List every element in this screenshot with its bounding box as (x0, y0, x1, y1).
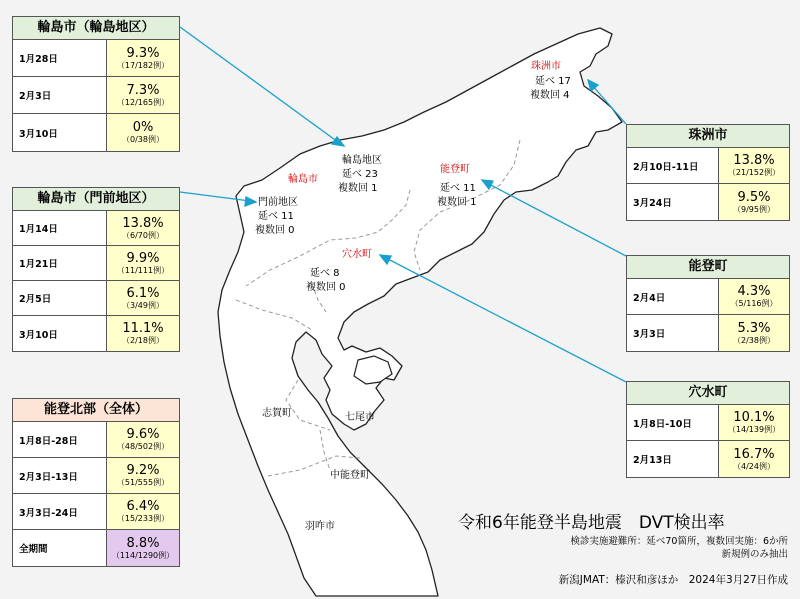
table-title: 輪島市（輪島地区） (13, 17, 179, 40)
map-label-shika: 志賀町 (262, 408, 292, 419)
row-date: 3月3日 (627, 315, 719, 351)
row-count: （5/116例） (730, 299, 778, 308)
row-count: （2/18例） (122, 336, 164, 345)
map-label-wajima-city: 輪島市 (288, 174, 318, 185)
table-row (627, 405, 789, 441)
map-label-nakanoto: 中能登町 (330, 470, 370, 481)
row-percent: 10.1% (733, 410, 775, 425)
map-label-suzu-total: 延べ 17 (535, 76, 571, 87)
map-label-anamizu-repeat: 複数回 0 (306, 282, 346, 293)
row-value (107, 77, 179, 113)
row-value (719, 148, 789, 183)
table-row (627, 279, 789, 315)
row-value (107, 114, 179, 151)
row-count: （12/165例） (116, 97, 170, 107)
row-date: 2月3日-13日 (13, 458, 107, 493)
row-date: 3月10日 (13, 114, 107, 151)
row-percent: 13.8% (733, 153, 775, 168)
row-percent: 13.8% (122, 215, 164, 231)
table-wajima-wajima (12, 16, 180, 152)
map-label-anamizu-total: 延べ 8 (310, 268, 340, 279)
note-facilities: 検診実施避難所：延べ70箇所，複数回実施：6か所 (570, 536, 788, 547)
row-percent: 7.3% (126, 82, 160, 98)
row-count: （4/24例） (733, 461, 775, 471)
table-row (13, 530, 179, 566)
map-label-noto-repeat: 複数回 1 (437, 197, 477, 208)
row-count: （14/139例） (727, 425, 781, 434)
row-count: （3/49例） (122, 300, 164, 310)
map-label-anamizu-town: 穴水町 (342, 249, 372, 260)
row-percent: 9.9% (126, 250, 160, 266)
map-label-suzu-repeat: 複数回 4 (530, 90, 570, 101)
row-percent: 11.1% (122, 321, 164, 336)
row-count: （2/38例） (733, 335, 775, 345)
table-row (627, 148, 789, 184)
row-count: （21/152例） (727, 168, 781, 177)
row-count: （9/95例） (733, 204, 775, 214)
row-date: 2月3日 (13, 77, 107, 113)
row-date: 2月4日 (627, 279, 719, 314)
row-value (107, 281, 179, 315)
row-count: （48/502例） (116, 442, 170, 451)
table-row (627, 441, 789, 477)
table-row (13, 246, 179, 281)
row-date: 3月10日 (13, 316, 107, 351)
row-date: 全期間 (13, 530, 107, 566)
table-noto-north-total (12, 398, 180, 567)
row-date: 1月8日-10日 (627, 405, 719, 440)
map-label-suzu-city: 珠洲市 (531, 61, 561, 72)
row-date: 2月13日 (627, 441, 719, 477)
row-value (719, 279, 789, 314)
row-value (107, 530, 179, 566)
row-value (107, 40, 179, 76)
row-value (107, 422, 179, 457)
row-percent: 6.1% (126, 285, 160, 301)
map-label-wajima-total: 延べ 23 (342, 169, 378, 180)
row-value (107, 211, 179, 245)
row-count: （15/233例） (116, 514, 170, 523)
row-percent: 6.4% (126, 499, 160, 514)
map-label-noto-total: 延べ 11 (440, 183, 476, 194)
row-value (719, 405, 789, 440)
table-title: 珠洲市 (627, 125, 789, 148)
row-date: 1月28日 (13, 40, 107, 76)
row-percent: 5.3% (737, 320, 771, 336)
table-title: 能登町 (627, 256, 789, 279)
row-count: （0/38例） (122, 135, 164, 144)
map-label-monzen-total: 延べ 11 (258, 211, 294, 222)
row-value (719, 184, 789, 220)
table-noto-town (626, 255, 790, 352)
row-percent: 4.3% (737, 284, 771, 299)
table-row (13, 114, 179, 151)
row-percent: 8.8% (126, 535, 160, 551)
table-row (13, 281, 179, 316)
table-title: 輪島市（門前地区） (13, 188, 179, 211)
row-date: 1月8日-28日 (13, 422, 107, 457)
table-row (13, 458, 179, 494)
table-row (627, 315, 789, 351)
row-percent: 9.2% (126, 463, 160, 478)
row-count: （17/182例） (116, 60, 170, 70)
row-percent: 16.7% (733, 446, 775, 462)
row-percent: 9.5% (737, 189, 771, 205)
credit-line: 新潟JMAT：榛沢和彦ほか 2024年3月27日作成 (558, 574, 788, 586)
table-suzu (626, 124, 790, 221)
table-title: 能登北部（全体） (13, 399, 179, 422)
map-label-hakui: 羽咋市 (305, 521, 335, 532)
row-count: （114/1290例） (111, 550, 175, 560)
row-date: 1月14日 (13, 211, 107, 245)
map-label-monzen-area: 門前地区 (258, 197, 298, 208)
row-value (719, 315, 789, 351)
row-value (719, 441, 789, 477)
row-value (107, 494, 179, 529)
table-wajima-monzen (12, 187, 180, 352)
note-new-cases: 新規例のみ抽出 (721, 549, 788, 560)
row-percent: 0% (132, 120, 154, 135)
row-percent: 9.6% (126, 427, 160, 442)
table-row (627, 184, 789, 220)
table-row (13, 316, 179, 351)
map-label-monzen-repeat: 複数回 0 (255, 225, 295, 236)
row-date: 3月3日-24日 (13, 494, 107, 529)
map-label-wajima-area: 輪島地区 (342, 155, 382, 166)
row-value (107, 458, 179, 493)
table-row (13, 494, 179, 530)
row-percent: 9.3% (126, 45, 160, 61)
row-value (107, 246, 179, 280)
map-label-wajima-repeat: 複数回 1 (338, 183, 378, 194)
map-label-noto-town: 能登町 (440, 164, 470, 175)
map-label-nanao: 七尾市 (345, 412, 375, 423)
table-row (13, 211, 179, 246)
table-row (13, 40, 179, 77)
row-date: 3月24日 (627, 184, 719, 220)
figure-title: 令和6年能登半島地震 DVT検出率 (458, 513, 725, 533)
row-date: 1月21日 (13, 246, 107, 280)
table-row (13, 422, 179, 458)
row-date: 2月5日 (13, 281, 107, 315)
table-title: 穴水町 (627, 382, 789, 405)
table-row (13, 77, 179, 114)
row-value (107, 316, 179, 351)
row-date: 2月10日-11日 (627, 148, 719, 183)
row-count: （6/70例） (122, 230, 164, 240)
row-count: （51/555例） (116, 478, 170, 487)
row-count: （11/111例） (116, 265, 170, 275)
table-anamizu (626, 381, 790, 478)
